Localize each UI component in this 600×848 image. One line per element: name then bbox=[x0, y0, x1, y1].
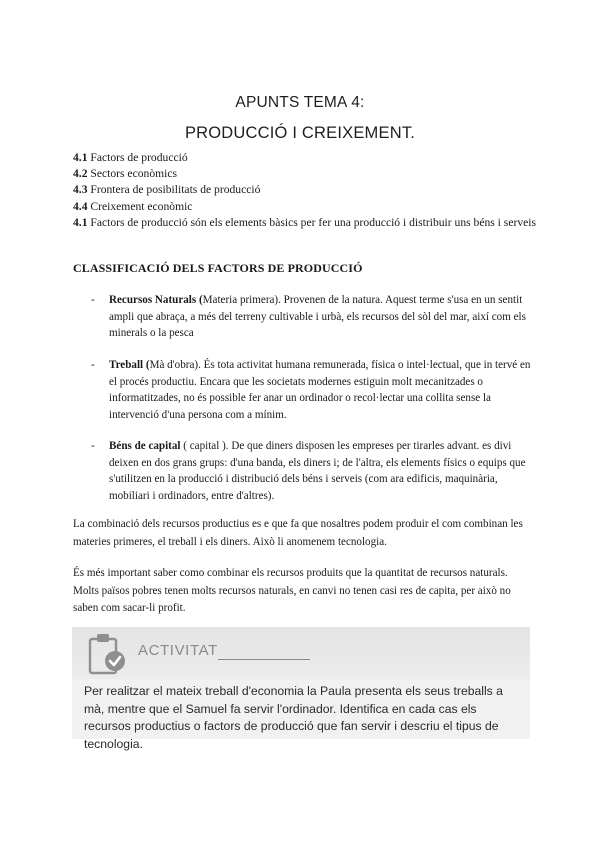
outline-item-number: 4.2 bbox=[73, 167, 88, 181]
bullet-dash: - bbox=[91, 440, 95, 452]
outline-item bbox=[73, 150, 543, 166]
topic-outline bbox=[73, 150, 543, 231]
document-title-line1: APUNTS TEMA 4: bbox=[235, 94, 365, 111]
activity-instructions: Per realitzar el mateix treball d'economia la Paula presenta els seus treballs a mà, mentre que el Samuel fa servir l'ordinador. Identifica en cada cas els recursos productius o factors de producció que fan servir i descriu el tipus de tecnologia. bbox=[84, 684, 503, 751]
bullet-text: Materia primera). Provenen de la natura. Aquest terme s'usa en un sentit ampli que abraça, a més del terreny cultivable i urbà, els recursos del sòl del mar, així com els minerals o la pesca bbox=[109, 294, 526, 340]
outline-item-number: 4.1 bbox=[73, 151, 88, 164]
outline-definition bbox=[73, 215, 543, 231]
paragraph-technology: La combinació dels recursos productius es e que fa que nosaltres podem produir el com combinan les materies primeres, el treball i els diners. Això li anomenem tecnologia. bbox=[73, 518, 523, 548]
paragraph-resources: És més important saber como combinar els recursos produits que la quantitat de recursos naturals. Molts països pobres tenen molts recursos naturals, en canvi no tenen casi res de capita, per això no saben com sacar-li profit. bbox=[73, 567, 511, 614]
bullet-capital-goods bbox=[91, 438, 531, 504]
activity-header bbox=[72, 627, 530, 679]
bullet-text: ( capital ). De que diners disposen les empreses per tirarles advant. es divi deixen en dos grans grups: d'una banda, els diners i; de l'altra, els elements físics o equips que s'utilitzen en la producció i distribució dels béns i serveis (com ara edificis, maquinària, mobiliari i ordinadors, entre d'altres). bbox=[109, 440, 526, 502]
document-title-line2: PRODUCCIÓ I CREIXEMENT. bbox=[184, 124, 416, 142]
section-heading: CLASSIFICACIÓ DELS FACTORS DE PRODUCCIÓ bbox=[73, 261, 363, 275]
bullet-term: Treball ( bbox=[109, 359, 150, 371]
outline-item bbox=[73, 166, 543, 182]
outline-item-text: Creixement econòmic bbox=[87, 199, 193, 213]
outline-item bbox=[73, 182, 543, 198]
bullet-dash: - bbox=[91, 359, 95, 371]
clipboard-check-icon bbox=[86, 631, 130, 682]
bullet-dash: - bbox=[91, 294, 95, 306]
outline-item bbox=[73, 199, 543, 215]
outline-item-number: 4.1 bbox=[73, 215, 88, 229]
activity-label: ACTIVITAT bbox=[138, 642, 218, 659]
bullet-natural-resources bbox=[91, 292, 531, 342]
bullet-text: Mà d'obra). És tota activitat humana remunerada, física o intel·lectual, que in tervé en el procés productiu. Encara que les societats modernes estiguin molt mecanitzades o informatitzades, no és possible fer anar un ordinador o recol·lectar una collita sense la intervenció d'una persona com a mínim. bbox=[109, 359, 531, 421]
activity-box bbox=[72, 627, 530, 751]
outline-item-text: Frontera de posibilitats de producció bbox=[87, 183, 261, 197]
bullet-term: Recursos Naturals ( bbox=[109, 294, 203, 306]
activity-underline bbox=[218, 659, 310, 660]
outline-item-number: 4.3 bbox=[73, 183, 88, 197]
outline-item-text: Sectors econòmics bbox=[87, 167, 178, 181]
outline-item-text: Factors de producció bbox=[87, 151, 188, 164]
bullet-term: Béns de capital bbox=[109, 440, 181, 452]
outline-item-number: 4.4 bbox=[73, 199, 88, 213]
bullet-labour bbox=[91, 357, 531, 423]
outline-item-text: Factors de producció són els elements bàsics per fer una producció i distribuir uns béns i serveis bbox=[87, 215, 536, 229]
